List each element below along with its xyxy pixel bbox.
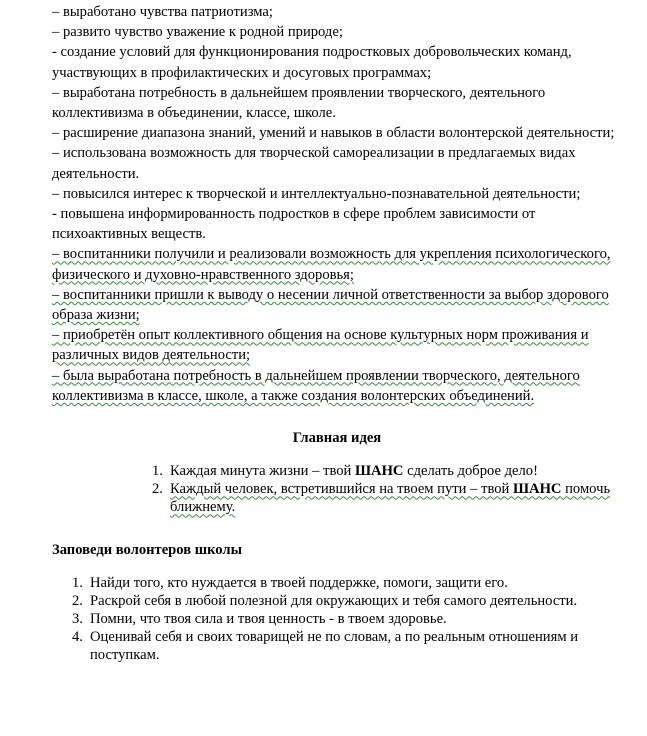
main-idea-list — [152, 462, 612, 516]
result-line: – воспитанники получили и реализовали возможность для укрепления психологического, физического и духовно-нравственного здоровья; — [52, 246, 611, 283]
result-line: – приобретён опыт коллективного общения на основе культурных норм проживания и различных видов деятельности; — [52, 327, 589, 364]
list-item — [152, 480, 612, 516]
result-line: - создание условий для функционирования подростковых добровольческих команд, участвующих в профилактических и досуговых программах; — [52, 44, 572, 81]
list-item — [152, 462, 612, 480]
list-number: 4. — [72, 629, 83, 646]
list-number: 1. — [72, 575, 83, 592]
list-item — [72, 610, 622, 628]
commandments-list — [72, 574, 622, 664]
list-number: 3. — [72, 611, 83, 628]
list-number: 1. — [152, 463, 163, 480]
list-item — [72, 592, 622, 610]
list-text: Найди того, кто нуждается в твоей поддержке, помоги, защити его. — [90, 575, 508, 592]
result-line: – выработана потребность в дальнейшем проявлении творческого, деятельного коллективизма в объединении, классе, школе. — [52, 84, 546, 122]
list-text: Оценивай себя и своих товарищей не по словам, а по реальным отношениям и поступкам. — [90, 629, 579, 664]
result-line: – использована возможность для творческой самореализации в предлагаемых видах деятельности. — [52, 145, 576, 182]
list-text: Раскрой себя в любой полезной для окружающих и тебя самого деятельности. — [90, 593, 578, 610]
result-line: - повышена информированность подростков в сфере проблем зависимости от психоактивных веществ. — [52, 206, 536, 243]
main-idea-heading: Главная идея — [292, 430, 382, 447]
result-line: – развито чувство уважение к родной природе; — [52, 24, 343, 41]
result-line: – была выработана потребность в дальнейшем проявлении творческого, деятельного коллективизма в классе, школе, а также создания волонтерских объединений. — [52, 367, 580, 404]
results-section — [52, 2, 622, 406]
commandments-heading: Заповеди волонтеров школы — [52, 542, 242, 559]
list-number: 2. — [72, 593, 83, 610]
list-text: Каждый человек, встретившийся на твоем пути – твой ШАНС помочь ближнему. — [170, 481, 611, 516]
list-item — [72, 628, 622, 664]
list-number: 2. — [152, 481, 163, 498]
result-line: – повысился интерес к творческой и интеллектуально-познавательной деятельности; — [52, 185, 581, 202]
document-page — [52, 0, 622, 664]
result-line: – воспитанники пришли к выводу о несении личной ответственности за выбор здорового образа жизни; — [52, 286, 609, 324]
list-text: Помни, что твоя сила и твоя ценность - в твоем здоровье. — [90, 611, 447, 628]
list-item — [72, 574, 622, 592]
result-line: – расширение диапазона знаний, умений и навыков в области волонтерской деятельности; — [52, 125, 615, 142]
list-text: Каждая минута жизни – твой ШАНС сделать доброе дело! — [170, 463, 538, 480]
result-line: – выработано чувства патриотизма; — [52, 4, 273, 20]
